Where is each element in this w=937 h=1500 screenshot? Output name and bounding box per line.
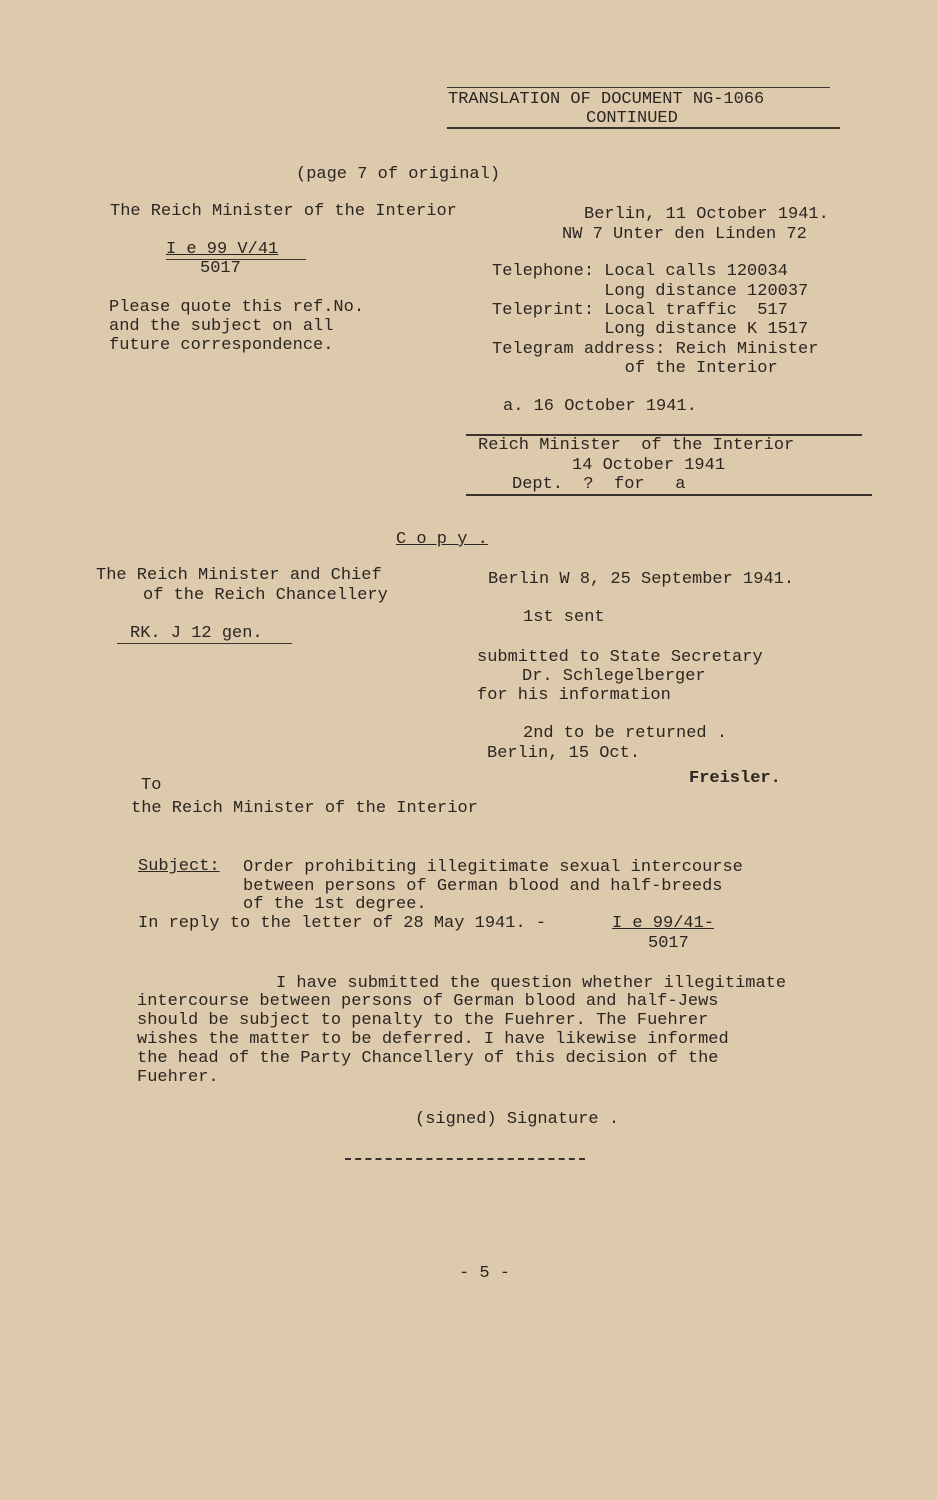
letter2-body-1: I have submitted the question whether illegitimate [276, 974, 787, 993]
letter2-subject-1: Order prohibiting illegitimate sexual intercourse [243, 858, 743, 877]
letter1-ref-line2: 5017 [200, 259, 241, 278]
letter1-contact-6: of the Interior [492, 359, 778, 378]
letter1-sender: The Reich Minister of the Interior [110, 202, 457, 221]
letter2-body-6: Fuehrer. [137, 1068, 219, 1087]
letter2-to-label: To [141, 776, 162, 795]
letter2-recipient: the Reich Minister of the Interior [131, 799, 478, 818]
letter2-submitted-3: for his information [477, 686, 671, 705]
end-separator [345, 1158, 585, 1160]
page-note: (page 7 of original) [296, 165, 501, 184]
letter2-subject-label: Subject: [138, 857, 220, 876]
letter2-body-3: should be subject to penalty to the Fuehrer. The Fuehrer [137, 1011, 709, 1030]
letter1-contact-1: Telephone: Local calls 120034 [492, 262, 788, 281]
letter2-reply-ref-2: 5017 [648, 934, 689, 953]
letter1-quote-note-1: Please quote this ref.No. [109, 298, 365, 317]
stamp-line-2: 14 October 1941 [572, 456, 726, 475]
letter2-signature: (signed) Signature . [415, 1110, 620, 1129]
letter1-quote-note-3: future correspondence. [109, 336, 334, 355]
letter1-contact-4: Long distance K 1517 [492, 320, 809, 339]
letter2-sender-2: of the Reich Chancellery [143, 586, 388, 605]
letter2-date: Berlin W 8, 25 September 1941. [488, 570, 795, 589]
letter2-body-2: intercourse between persons of German blood and half-Jews [137, 992, 719, 1011]
stamp-line-3: Dept. ? for a [512, 475, 686, 494]
document-subtitle: CONTINUED [586, 109, 678, 128]
copy-heading: C o p y . [396, 530, 488, 549]
letter2-submitted-1: submitted to State Secretary [477, 648, 763, 667]
stamp-rule-bottom [466, 494, 872, 496]
letter1-date: Berlin, 11 October 1941. [584, 205, 829, 224]
letter2-second-2: Berlin, 15 Oct. [487, 744, 641, 763]
letter1-quote-note-2: and the subject on all [109, 317, 334, 336]
letter2-reply-ref-1: I e 99/41- [612, 914, 715, 933]
letter1-ref-line1: I e 99 V/41 [166, 240, 279, 259]
letter2-subject-2: between persons of German blood and half-breeds [243, 877, 723, 896]
stamp-line-1: Reich Minister of the Interior [478, 436, 795, 455]
page-number: - 5 - [459, 1264, 511, 1283]
letter2-reply-line: In reply to the letter of 28 May 1941. - [138, 914, 547, 933]
letter1-contact-3: Teleprint: Local traffic 517 [492, 301, 788, 320]
letter2-sender-1: The Reich Minister and Chief [96, 566, 382, 585]
letter1-contact-5: Telegram address: Reich Minister [492, 340, 819, 359]
letter1-contact-2: Long distance 120037 [492, 282, 809, 301]
letter2-reference-rule [117, 643, 292, 644]
header-rule-bottom [447, 127, 840, 129]
header-rule-top [447, 87, 830, 88]
letter2-body-4: wishes the matter to be deferred. I have likewise informed [137, 1030, 729, 1049]
letter2-body-5: the head of the Party Chancellery of this decision of the [137, 1049, 719, 1068]
letter2-submitted-2: Dr. Schlegelberger [522, 667, 706, 686]
letter2-subject-3: of the 1st degree. [243, 895, 427, 914]
letter1-received: a. 16 October 1941. [503, 397, 697, 416]
document-title: TRANSLATION OF DOCUMENT NG-1066 [448, 90, 765, 109]
letter2-reference: RK. J 12 gen. [130, 624, 263, 643]
letter1-address: NW 7 Unter den Linden 72 [562, 225, 807, 244]
letter2-second-1: 2nd to be returned . [523, 724, 728, 743]
letter2-signoff: Freisler. [689, 769, 781, 788]
letter2-first-sent: 1st sent [523, 608, 605, 627]
